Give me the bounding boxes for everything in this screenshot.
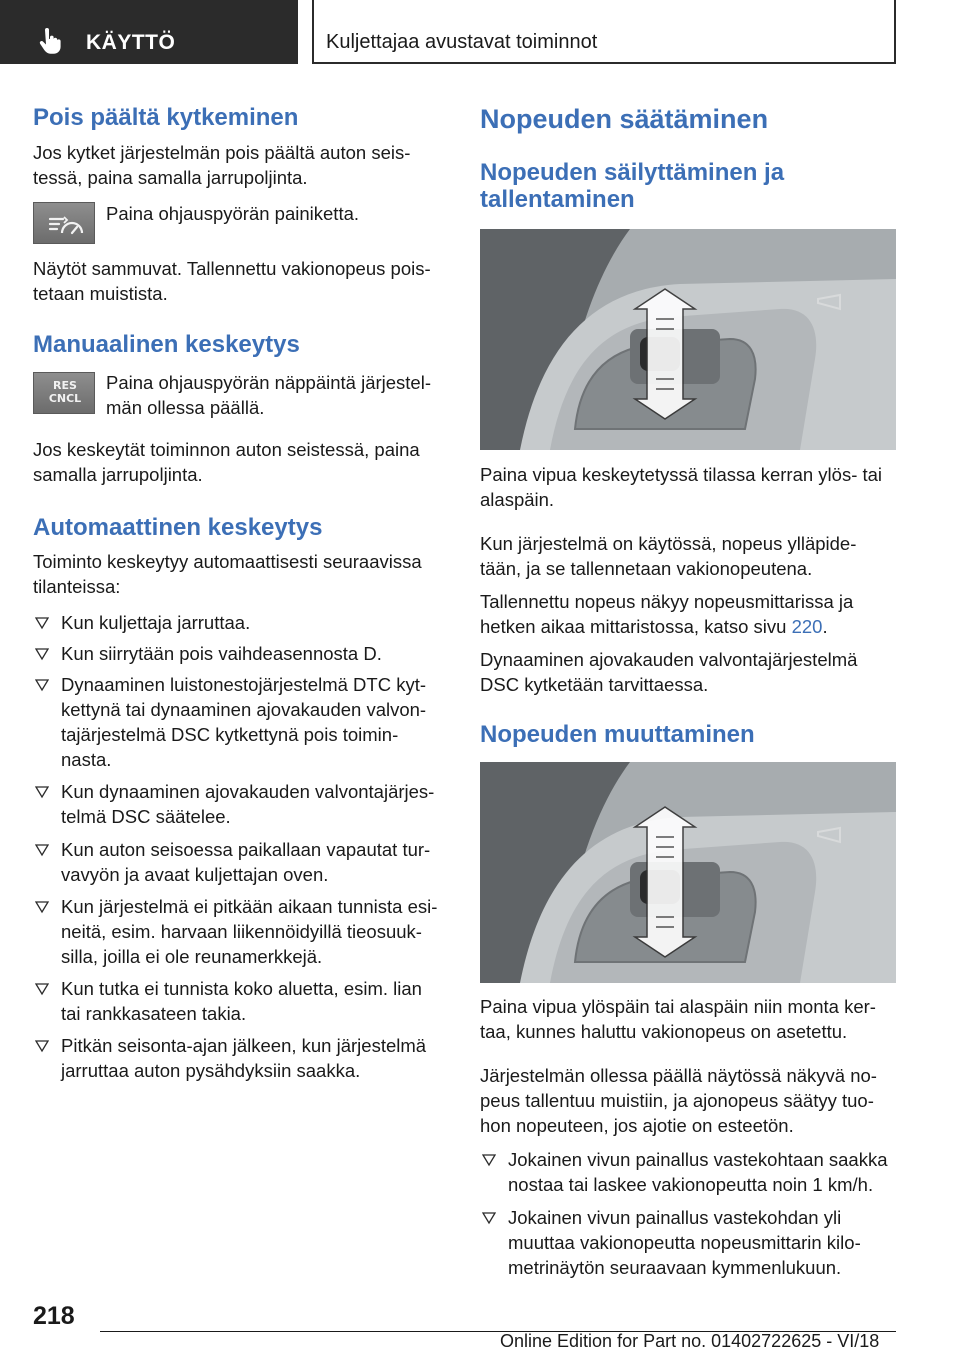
edition-text: Online Edition for Part no. 01402722625 - VI/18 bbox=[500, 1331, 880, 1351]
section-tab bbox=[0, 0, 298, 64]
triangle-bullet-icon bbox=[35, 647, 49, 661]
steering-wheel-lever-photo-2 bbox=[480, 762, 896, 983]
triangle-bullet-icon bbox=[35, 843, 49, 857]
speed-adjust-heading: Nopeuden säätäminen bbox=[480, 104, 769, 134]
triangle-bullet-icon bbox=[482, 1211, 496, 1225]
triangle-bullet-icon bbox=[35, 900, 49, 914]
page-number: 218 bbox=[33, 1302, 75, 1330]
list-item-text: Kun kuljettaja jarruttaa. bbox=[61, 612, 251, 633]
switch-off-instruction: Paina ohjauspyörän painiketta. bbox=[106, 203, 360, 224]
list-item-text: Kun dynaaminen ajovakauden valvontajärjes- telmä DSC säätelee. bbox=[61, 781, 435, 827]
change-text-2: Järjestelmän ollessa päällä näytössä näkyvä no- peus tallentuu muistiin, ja ajonopeus säätyy tuo- hon nopeuteen, jos ajotie on esteetön. bbox=[480, 1065, 877, 1136]
keep-text-3-end: . bbox=[822, 616, 828, 637]
chapter-tab bbox=[312, 0, 896, 64]
hand-pointer-icon bbox=[38, 28, 62, 54]
cncl-label: CNCL bbox=[48, 392, 82, 405]
change-speed-heading: Nopeuden muuttaminen bbox=[480, 721, 755, 748]
list-item-text: Jokainen vivun painallus vastekohdan yli muuttaa vakionopeutta nopeusmittarin kilo- metrinäytön seuraavaan kymmenlukuun. bbox=[508, 1207, 861, 1278]
switch-off-text: Jos kytket järjestelmän pois päältä auton seis- tessä, paina samalla jarrupoljinta. bbox=[33, 142, 411, 188]
res-cncl-label bbox=[34, 379, 96, 405]
list-item-text: Kun järjestelmä ei pitkään aikaan tunnista esi- neitä, esim. harvaan liikennöidyillä tieosuuk- silla, joilla ei ole reunamerkkejä. bbox=[61, 896, 438, 967]
manual-interrupt-instruction: Paina ohjauspyörän näppäintä järjestel- män ollessa päällä. bbox=[106, 372, 431, 418]
list-item-text: Kun tutka ei tunnista koko aluetta, esim. lian tai rankkasateen takia. bbox=[61, 978, 422, 1024]
keep-store-heading: Nopeuden säilyttäminen ja tallentaminen bbox=[480, 159, 785, 213]
manual-interrupt-note: Jos keskeytät toiminnon auton seistessä, paina samalla jarrupoljinta. bbox=[33, 439, 420, 485]
triangle-bullet-icon bbox=[35, 678, 49, 692]
list-item-text: Kun siirrytään pois vaihdeasennosta D. bbox=[61, 643, 382, 664]
triangle-bullet-icon bbox=[35, 1039, 49, 1053]
manual-interrupt-heading: Manuaalinen keskeytys bbox=[33, 331, 300, 358]
list-item-text: Jokainen vivun painallus vastekohtaan saakka nostaa tai laskee vakionopeutta noin 1 km/h. bbox=[508, 1149, 888, 1195]
res-cncl-button-image bbox=[33, 372, 95, 414]
chapter-title: Kuljettajaa avustavat toiminnot bbox=[326, 31, 598, 53]
triangle-bullet-icon bbox=[35, 616, 49, 630]
change-text-1: Paina vipua ylöspäin tai alaspäin niin monta ker- taa, kunnes haluttu vakionopeus on asetettu. bbox=[480, 996, 876, 1042]
section-title: KÄYTTÖ bbox=[86, 31, 176, 54]
res-label: RES bbox=[53, 379, 77, 392]
auto-interrupt-intro: Toiminto keskeytyy automaattisesti seuraavissa tilanteissa: bbox=[33, 551, 422, 597]
keep-text-3 bbox=[480, 589, 896, 639]
triangle-bullet-icon bbox=[35, 982, 49, 996]
keep-text-2: Kun järjestelmä on käytössä, nopeus ylläpide- tään, ja se tallennetaan vakionopeutena. bbox=[480, 533, 857, 579]
keep-text-4: Dynaaminen ajovakauden valvontajärjestelmä DSC kytketään tarvittaessa. bbox=[480, 649, 858, 695]
steering-wheel-lever-photo bbox=[480, 229, 896, 450]
list-item-text: Pitkän seisonta-ajan jälkeen, kun järjestelmä jarruttaa auton pysähdyksiin saakka. bbox=[61, 1035, 427, 1081]
list-item-text: Kun auton seisoessa paikallaan vapautat tur- vavyön ja avaat kuljettajan oven. bbox=[61, 839, 431, 885]
cruise-control-icon bbox=[34, 203, 96, 245]
keep-text-3-part: Tallennettu nopeus näkyy nopeusmittarissa ja hetken aikaa mittaristossa, katso sivu bbox=[480, 591, 854, 637]
keep-text-1: Paina vipua keskeytetyssä tilassa kerran ylös- tai alaspäin. bbox=[480, 464, 883, 510]
list-item-text: Dynaaminen luistonestojärjestelmä DTC kyt- kettynä tai dynaaminen ajovakauden valvon- tajärjestelmä DSC kytkettynä pois toimin- nasta. bbox=[61, 674, 427, 770]
triangle-bullet-icon bbox=[35, 785, 49, 799]
triangle-bullet-icon bbox=[482, 1153, 496, 1167]
cruise-control-button-image bbox=[33, 202, 95, 244]
auto-interrupt-heading: Automaattinen keskeytys bbox=[33, 514, 323, 541]
switch-off-heading: Pois päältä kytkeminen bbox=[33, 104, 299, 131]
footer-edition bbox=[500, 1331, 879, 1352]
page-reference-link[interactable]: 220 bbox=[791, 616, 823, 637]
switch-off-result: Näytöt sammuvat. Tallennettu vakionopeus pois- tetaan muistista. bbox=[33, 258, 431, 304]
